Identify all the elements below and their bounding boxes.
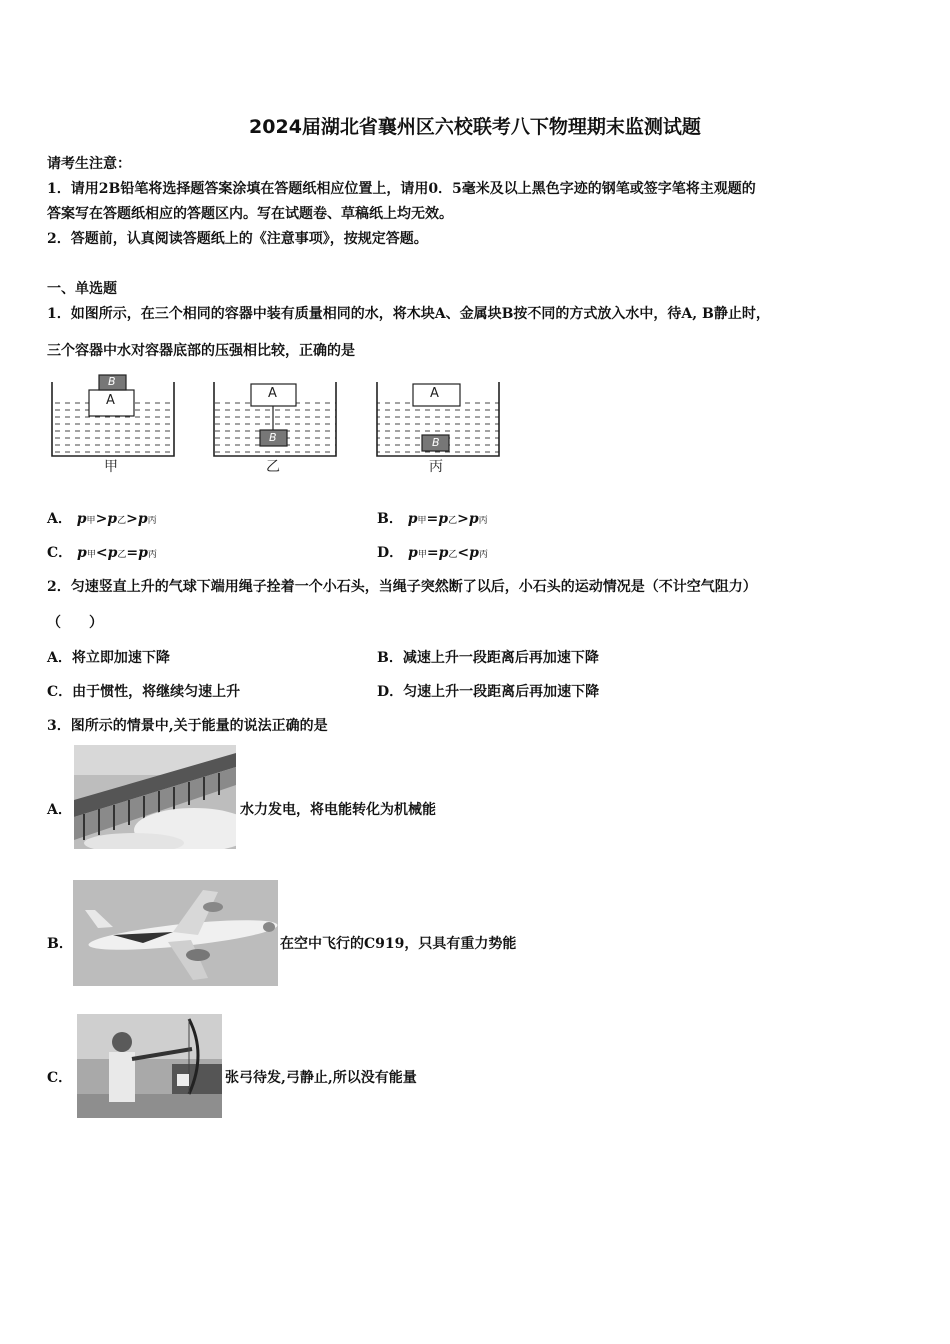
notice-item-1-line-1: 1．请用2B铅笔将选择题答案涂填在答题纸相应位置上，请用0．5毫米及以上黑色字迹的钢笔或签字笔将主观题的: [47, 181, 756, 197]
q3-option-a-text[interactable]: 水力发电，将电能转化为机械能: [240, 802, 436, 818]
block-a-label-bing: A: [430, 386, 439, 401]
block-b-label-yi: B: [269, 431, 277, 444]
q1-stem-line-1: 1．如图所示，在三个相同的容器中装有质量相同的水，将木块A、金属块B按不同的方式放入水中，待A, B静止时，: [47, 306, 770, 322]
page-title: 2024届湖北省襄州区六校联考八下物理期末监测试题: [249, 116, 701, 138]
q2-option-b[interactable]: B．减速上升一段距离后再加速下降: [377, 650, 599, 666]
notice-item-2: 2．答题前，认真阅读答题纸上的《注意事项》，按规定答题。: [47, 231, 428, 247]
water-yi: [214, 400, 336, 456]
dam-photo: [74, 745, 236, 849]
q1-stem-line-2: 三个容器中水对容器底部的压强相比较，正确的是: [47, 343, 355, 359]
q3-option-c-letter[interactable]: C．: [47, 1070, 73, 1086]
notice-heading: 请考生注意：: [47, 156, 131, 172]
q2-option-c[interactable]: C．由于惯性，将继续匀速上升: [47, 684, 241, 700]
caption-jia: 甲: [104, 459, 118, 475]
q1-option-b[interactable]: B． p甲=p乙>p丙: [377, 511, 488, 527]
q3-stem-line-1: 3．图所示的情景中,关于能量的说法正确的是: [47, 718, 328, 734]
caption-yi: 乙: [266, 459, 280, 475]
q3-option-a-letter[interactable]: A．: [47, 802, 72, 818]
caption-bing: 丙: [429, 459, 443, 475]
q3-option-b-text[interactable]: 在空中飞行的C919，只具有重力势能: [280, 936, 517, 952]
q3-option-c-text[interactable]: 张弓待发,弓静止,所以没有能量: [225, 1070, 417, 1086]
q2-option-a[interactable]: A．将立即加速下降: [47, 650, 170, 666]
block-a-label-jia: A: [106, 393, 115, 408]
q1-option-a[interactable]: A． p甲>p乙>p丙: [47, 511, 157, 527]
q2-option-d[interactable]: D．匀速上升一段距离后再加速下降: [377, 684, 600, 700]
q2-paren: （ ）: [47, 615, 103, 631]
q1-option-d[interactable]: D． p甲=p乙<p丙: [377, 545, 488, 561]
block-a-label-yi: A: [268, 386, 277, 401]
section-heading: 一、单选题: [47, 281, 117, 297]
archer-photo: [77, 1014, 222, 1118]
q2-stem-line-1: 2．匀速竖直上升的气球下端用绳子拴着一个小石头，当绳子突然断了以后，小石头的运动情况是（不计空气阻力）: [47, 579, 757, 595]
q3-option-b-letter[interactable]: B．: [47, 936, 73, 952]
airplane-photo: [73, 880, 278, 986]
notice-item-1-line-2: 答案写在答题纸相应的答题区内。写在试题卷、草稿纸上均无效。: [47, 206, 453, 222]
block-b-label-jia: B: [108, 375, 116, 388]
q1-option-c[interactable]: C． p甲<p乙=p丙: [47, 545, 157, 561]
block-b-label-bing: B: [432, 436, 440, 449]
